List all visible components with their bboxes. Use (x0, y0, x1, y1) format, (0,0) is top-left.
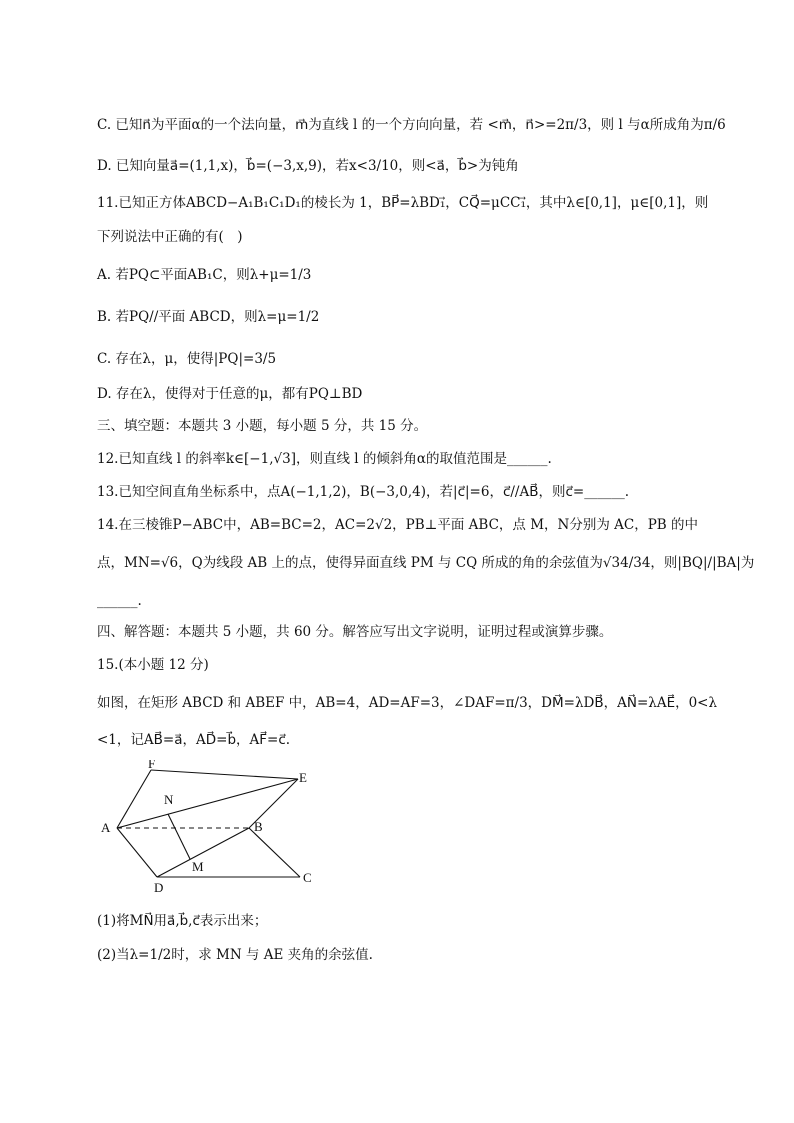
section-heading-solutions: 四、解答题：本题共 5 小题，共 60 分。解答应写出文字说明，证明过程或演算步骤。 (97, 624, 613, 640)
question-14: 14.在三棱锥P−ABC中，AB=BC=2，AC=2√2，PB⊥平面 ABC，点 M，N分别为 AC，PB 的中 (97, 517, 698, 533)
option-d-obtuse-angle: D. 已知向量a⃗=(1,1,x)，b⃗=(−3,x,9)，若x<3/10，则<a⃗，b⃗>为钝角 (97, 158, 519, 174)
option-c-normal-vector: C. 已知n⃗为平面α的一个法向量，m⃗为直线 l 的一个方向向量，若 <m⃗，n⃗>=2π/3，则 l 与α所成角为π/6 (97, 117, 726, 133)
label-c: C (303, 870, 312, 885)
option-d: D. 存在λ，使得对于任意的μ，都有PQ⊥BD (97, 386, 363, 402)
question-11-stem-cont: 下列说法中正确的有( ) (97, 229, 243, 245)
geometry-figure (96, 760, 336, 896)
question-13: 13.已知空间直角坐标系中，点A(−1,1,2)，B(−3,0,4)，若|c⃗|=6，c⃗//AB⃗，则c⃗=______. (97, 484, 630, 500)
question-12: 12.已知直线 l 的斜率k∈[−1,√3]，则直线 l 的倾斜角α的取值范围是______. (97, 451, 552, 467)
label-b: B (254, 819, 263, 834)
option-a: A. 若PQ⊂平面AB₁C，则λ+μ=1/3 (97, 267, 312, 283)
question-15-stem-cont: <1，记AB⃗=a⃗，AD⃗=b⃗，AF⃗=c⃗. (97, 732, 291, 748)
label-m: M (192, 859, 204, 874)
section-heading-fill-in: 三、填空题：本题共 3 小题，每小题 5 分，共 15 分。 (97, 418, 428, 434)
label-a: A (101, 820, 111, 835)
option-b: B. 若PQ//平面 ABCD，则λ=μ=1/2 (97, 309, 320, 325)
question-15-part-1: (1)将MN⃗用a⃗,b⃗,c⃗表示出来； (97, 913, 268, 929)
label-e: E (299, 770, 307, 785)
question-15-part-2: (2)当λ=1/2时，求 MN 与 AE 夹角的余弦值. (97, 947, 373, 963)
option-c: C. 存在λ，μ，使得|PQ|=3/5 (97, 351, 277, 367)
label-f: F (148, 760, 156, 771)
question-15-stem: 如图，在矩形 ABCD 和 ABEF 中，AB=4，AD=AF=3，∠DAF=π/3，DM⃗=λDB⃗，AN⃗=λAE⃗，0<λ (97, 695, 718, 711)
question-14-cont: 点，MN=√6，Q为线段 AB 上的点，使得异面直线 PM 与 CQ 所成的角的余弦值为√34/34，则|BQ|/|BA|为 (97, 555, 755, 571)
question-15-header: 15.(本小题 12 分) (97, 657, 209, 673)
question-11-stem: 11.已知正方体ABCD−A₁B₁C₁D₁的棱长为 1，BP⃗=λBD₁⃗，CQ⃗=μCC₁⃗，其中λ∈[0,1]，μ∈[0,1]，则 (97, 195, 709, 211)
label-n: N (164, 792, 174, 807)
question-14-blank: ______. (97, 593, 142, 609)
label-d: D (154, 880, 164, 895)
